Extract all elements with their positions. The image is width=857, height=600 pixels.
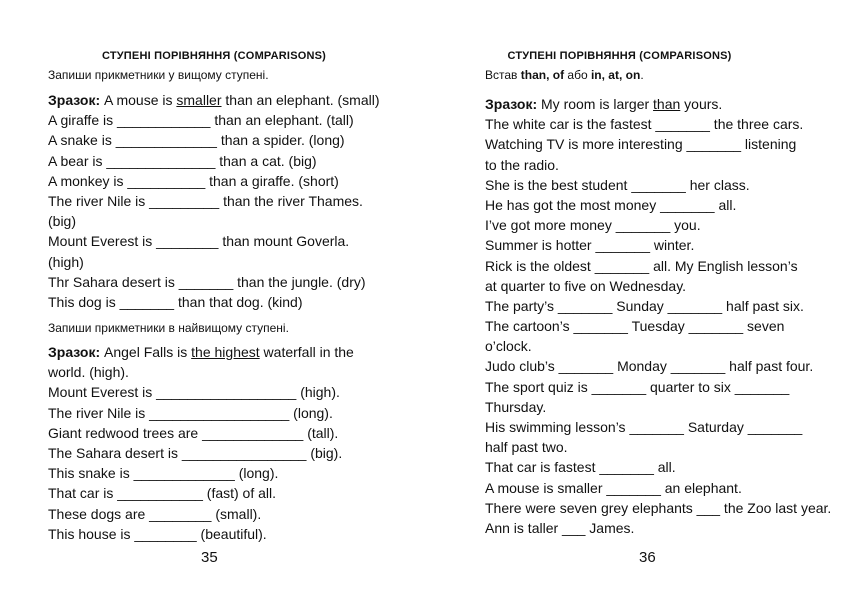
exercise-line: The sport quiz is _______ quarter to six _______ [485, 378, 790, 395]
page-number: 36 [639, 549, 656, 566]
instruction-superlative: Запиши прикметники в найвищому ступені. [48, 321, 289, 335]
exercise-line: The river Nile is _________ than the river Thames. [48, 192, 363, 209]
exercise-line: These dogs are ________ (small). [48, 505, 262, 522]
example-text: yours. [680, 96, 723, 112]
exercise-line: The party’s _______ Sunday _______ half past six. [485, 297, 804, 314]
exercise-line: There were seven grey elephants ___ the Zoo last year. [485, 499, 832, 516]
exercise-line: A mouse is smaller _______ an elephant. [485, 479, 742, 496]
example-label: Зразок: [48, 344, 101, 360]
page-number: 35 [201, 549, 218, 566]
example-answer: smaller [176, 92, 222, 108]
right-page [428, 0, 857, 600]
exercise-line: Ann is taller ___ James. [485, 519, 635, 536]
exercise-line: Rick is the oldest _______ all. My English lesson’s [485, 257, 798, 274]
exercise-line: half past two. [485, 439, 568, 456]
example-text: than an elephant. (small) [221, 92, 380, 108]
exercise-line: A giraffe is ____________ than an elephant. (tall) [48, 112, 354, 129]
exercise-line: The cartoon’s _______ Tuesday _______ seven [485, 318, 785, 335]
exercise-line: Mount Everest is ________ than mount Goverla. [48, 233, 350, 250]
exercise-line: Giant redwood trees are _____________ (tall). [48, 424, 339, 441]
exercise-line: The white car is the fastest _______ the three cars. [485, 116, 804, 133]
example-text: A mouse is [100, 92, 177, 108]
example-answer: the highest [191, 344, 260, 360]
instruction-text: Встав [485, 68, 521, 82]
example-continuation: world. (high). [48, 364, 129, 381]
left-page [0, 0, 428, 600]
exercise-line: The river Nile is __________________ (long). [48, 404, 333, 421]
exercise-line: at quarter to five on Wednesday. [485, 277, 687, 294]
example-label: Зразок: [48, 92, 101, 108]
exercise-line: The Sahara desert is ________________ (big). [48, 444, 343, 461]
example-answer: than [653, 96, 681, 112]
page-title: СТУПЕНІ ПОРІВНЯННЯ (COMPARISONS) [507, 50, 732, 62]
exercise-line: I’ve got more money _______ you. [485, 217, 701, 234]
exercise-superlative [48, 342, 354, 544]
exercise-line: A snake is _____________ than a spider. (long) [48, 132, 345, 149]
exercise-comparative [48, 90, 380, 312]
instruction-text: або [564, 68, 591, 82]
exercise-line: A bear is ______________ than a cat. (big) [48, 152, 317, 169]
example-text: waterfall in the [259, 344, 354, 360]
example-text: My room is larger [537, 96, 654, 112]
exercise-line: Thr Sahara desert is _______ than the jungle. (dry) [48, 273, 366, 290]
exercise-line: (high) [48, 253, 84, 270]
page-title: СТУПЕНІ ПОРІВНЯННЯ (COMPARISONS) [101, 50, 327, 62]
exercise-line: A monkey is __________ than a giraffe. (short) [48, 172, 339, 189]
exercise-line: Thursday. [485, 398, 547, 415]
instruction-prepositions [485, 68, 644, 82]
instruction-text: . [640, 68, 644, 82]
exercise-line: This house is ________ (beautiful). [48, 525, 267, 542]
exercise-line: This snake is _____________ (long). [48, 465, 279, 482]
instruction-keywords: in, at, on [590, 68, 641, 82]
exercise-line: Mount Everest is __________________ (high). [48, 384, 340, 401]
exercise-line: (big) [48, 213, 77, 230]
exercise-line: o’clock. [485, 338, 532, 355]
example-line [485, 94, 831, 114]
exercise-line: His swimming lesson’s _______ Saturday _______ [485, 419, 803, 435]
exercise-prepositions [485, 94, 831, 538]
exercise-line: to the radio. [485, 156, 559, 173]
example-text: Angel Falls is [100, 344, 192, 360]
exercise-line: This dog is _______ than that dog. (kind) [48, 293, 303, 310]
instruction-comparative: Запиши прикметники у вищому ступені. [48, 68, 269, 82]
exercise-line: That car is fastest _______ all. [485, 459, 676, 476]
example-label: Зразок: [485, 96, 538, 112]
example-line [48, 90, 380, 110]
exercise-line: Summer is hotter _______ winter. [485, 237, 695, 254]
exercise-line: She is the best student _______ her class. [485, 176, 750, 193]
exercise-line: That car is ___________ (fast) of all. [48, 485, 277, 502]
exercise-line: Judo club’s _______ Monday _______ half past four. [485, 358, 814, 375]
instruction-keywords: than, of [520, 68, 565, 82]
exercise-line: Watching TV is more interesting _______ listening [485, 136, 797, 153]
exercise-line: He has got the most money _______ all. [485, 196, 737, 213]
example-line [48, 342, 354, 362]
